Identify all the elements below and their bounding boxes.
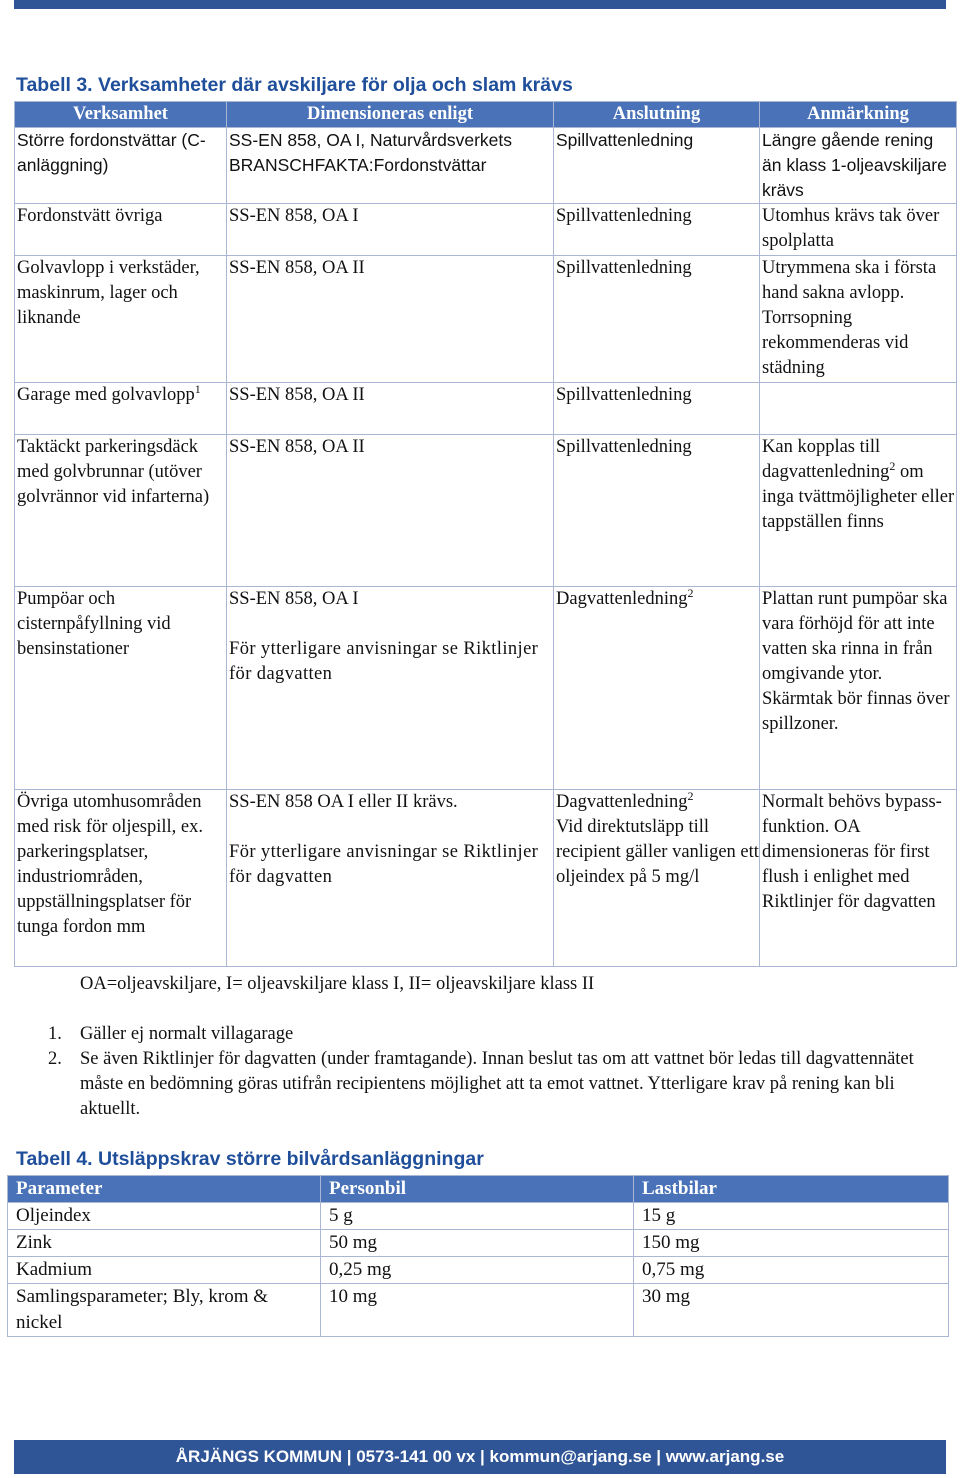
- cell-anslutning: Spillvattenledning: [554, 435, 760, 587]
- cell-text: SS-EN 858 OA I eller II krävs.: [229, 792, 458, 812]
- cell-text: om inga tvättmöjligheter eller tappställen finns: [762, 462, 955, 532]
- cell-anslutning: [554, 587, 760, 790]
- cell-text: Dagvattenledning: [556, 589, 688, 609]
- cell-text: För ytterligare anvisningar se Riktlinjer för dagvatten: [229, 842, 539, 887]
- cell-verksamhet: Taktäckt parkeringsdäck med golvbrunnar (utöver golvrännor vid infarterna): [15, 435, 227, 587]
- cell-anslutning: Spillvattenledning: [554, 256, 760, 383]
- cell-personbil: 5 g: [321, 1203, 634, 1230]
- cell-text: Dagvattenledning: [556, 792, 688, 812]
- cell-anmarkning: Plattan runt pumpöar ska vara förhöjd för att inte vatten ska rinna in från omgivande ytor. Skärmtak bör finnas över spillzoner.: [760, 587, 957, 790]
- header-cell: Verksamhet: [15, 102, 227, 128]
- table4-caption: [16, 1148, 484, 1171]
- cell-verksamhet: Golvavlopp i verkstäder, maskinrum, lager och liknande: [15, 256, 227, 383]
- table-row: [8, 1203, 949, 1230]
- cell-parameter: Oljeindex: [8, 1203, 321, 1230]
- cell-parameter: Kadmium: [8, 1257, 321, 1284]
- cell-anmarkning: Utrymmena ska i första hand sakna avlopp. Torrsopning rekommenderas vid städning: [760, 256, 957, 383]
- header-cell: Anslutning: [554, 102, 760, 128]
- footnote-item: [48, 1022, 948, 1047]
- table-row: [15, 256, 957, 383]
- cell-parameter: Zink: [8, 1230, 321, 1257]
- table-row: [8, 1230, 949, 1257]
- footnote-ref: 2: [687, 788, 694, 803]
- cell-lastbilar: 0,75 mg: [634, 1257, 949, 1284]
- table4-caption-number: Tabell 4.: [16, 1148, 93, 1170]
- cell-anmarkning: Normalt behövs bypass-funktion. OA dimensioneras för first flush i enlighet med Riktlinjer för dagvatten: [760, 790, 957, 967]
- cell-text: Garage med golvavlopp: [17, 385, 195, 405]
- cell-verksamhet: Övriga utomhusområden med risk för oljespill, ex. parkeringsplatser, industriområden, uppställningsplatser för tunga fordon mm: [15, 790, 227, 967]
- table-header-row: [15, 102, 957, 128]
- cell-verksamhet: [15, 383, 227, 435]
- cell-verksamhet: Större fordonstvättar (C-anläggning): [15, 128, 227, 204]
- header-cell: Lastbilar: [634, 1176, 949, 1203]
- header-cell: Anmärkning: [760, 102, 957, 128]
- cell-anmarkning: [760, 383, 957, 435]
- table-row: [15, 790, 957, 967]
- table-row: [8, 1257, 949, 1284]
- footnote-ref: 2: [687, 585, 694, 600]
- cell-text: För ytterligare anvisningar se Riktlinjer för dagvatten: [229, 639, 539, 684]
- cell-anslutning: [554, 790, 760, 967]
- cell-anmarkning: Längre gående rening än klass 1-oljeavskiljare krävs: [760, 128, 957, 204]
- footer-bar: ÅRJÄNGS KOMMUN | 0573-141 00 vx | kommun@arjang.se | www.arjang.se: [14, 1440, 946, 1474]
- cell-verksamhet: Pumpöar och cisternpåfyllning vid bensinstationer: [15, 587, 227, 790]
- header-cell: Dimensioneras enligt: [227, 102, 554, 128]
- table-row: [15, 383, 957, 435]
- cell-text: SS-EN 858, OA I: [229, 589, 359, 609]
- cell-personbil: 50 mg: [321, 1230, 634, 1257]
- footnotes: [48, 1022, 948, 1122]
- table-row: [15, 587, 957, 790]
- top-bar: [14, 0, 946, 9]
- footnote-ref: 2: [889, 458, 896, 473]
- table4-caption-text: Utsläppskrav större bilvårdsanläggningar: [98, 1148, 484, 1170]
- cell-dimensioneras: [227, 790, 554, 967]
- cell-dimensioneras: SS-EN 858, OA II: [227, 435, 554, 587]
- footnote-text: Se även Riktlinjer för dagvatten (under framtagande). Innan beslut tas om att vattnet bör ledas till dagvattennätet måste en bedömning göras utifrån recipientens möjlighet att ta emot vattnet. Ytterligare krav på rening kan bli aktuellt.: [80, 1049, 914, 1119]
- cell-text: Kan kopplas till dagvattenledning: [762, 437, 890, 482]
- cell-anmarkning: [760, 435, 957, 587]
- table3-legend: OA=oljeavskiljare, I= oljeavskiljare klass I, II= oljeavskiljare klass II: [80, 974, 595, 994]
- cell-dimensioneras: SS-EN 858, OA I: [227, 204, 554, 256]
- cell-lastbilar: 150 mg: [634, 1230, 949, 1257]
- cell-dimensioneras: SS-EN 858, OA I, Naturvårdsverkets BRANSCHFAKTA:Fordonstvättar: [227, 128, 554, 204]
- cell-dimensioneras: SS-EN 858, OA II: [227, 256, 554, 383]
- cell-dimensioneras: SS-EN 858, OA II: [227, 383, 554, 435]
- table-row: [8, 1284, 949, 1337]
- table-row: [15, 204, 957, 256]
- footnote-number: 2.: [48, 1049, 62, 1069]
- table3-caption: [16, 74, 573, 97]
- footnote-text: Gäller ej normalt villagarage: [80, 1024, 294, 1044]
- cell-personbil: 0,25 mg: [321, 1257, 634, 1284]
- table-header-row: [8, 1176, 949, 1203]
- footnote-number: 1.: [48, 1024, 62, 1044]
- cell-personbil: 10 mg: [321, 1284, 634, 1337]
- table3: [14, 101, 957, 967]
- table3-caption-text: Verksamheter där avskiljare för olja och slam krävs: [98, 74, 573, 96]
- cell-text: Vid direktutsläpp till recipient gäller vanligen ett oljeindex på 5 mg/l: [556, 817, 759, 887]
- table3-caption-number: Tabell 3.: [16, 74, 93, 96]
- table-row: [15, 128, 957, 204]
- cell-anslutning: Spillvattenledning: [554, 128, 760, 204]
- header-cell: Parameter: [8, 1176, 321, 1203]
- header-cell: Personbil: [321, 1176, 634, 1203]
- table-row: [15, 435, 957, 587]
- cell-anslutning: Spillvattenledning: [554, 204, 760, 256]
- cell-anmarkning: Utomhus krävs tak över spolplatta: [760, 204, 957, 256]
- cell-parameter: Samlingsparameter; Bly, krom & nickel: [8, 1284, 321, 1337]
- cell-dimensioneras: [227, 587, 554, 790]
- cell-verksamhet: Fordonstvätt övriga: [15, 204, 227, 256]
- footnote-ref: 1: [194, 381, 201, 396]
- table4: [7, 1175, 949, 1337]
- footnote-item: [48, 1047, 948, 1122]
- cell-lastbilar: 30 mg: [634, 1284, 949, 1337]
- cell-anslutning: Spillvattenledning: [554, 383, 760, 435]
- cell-lastbilar: 15 g: [634, 1203, 949, 1230]
